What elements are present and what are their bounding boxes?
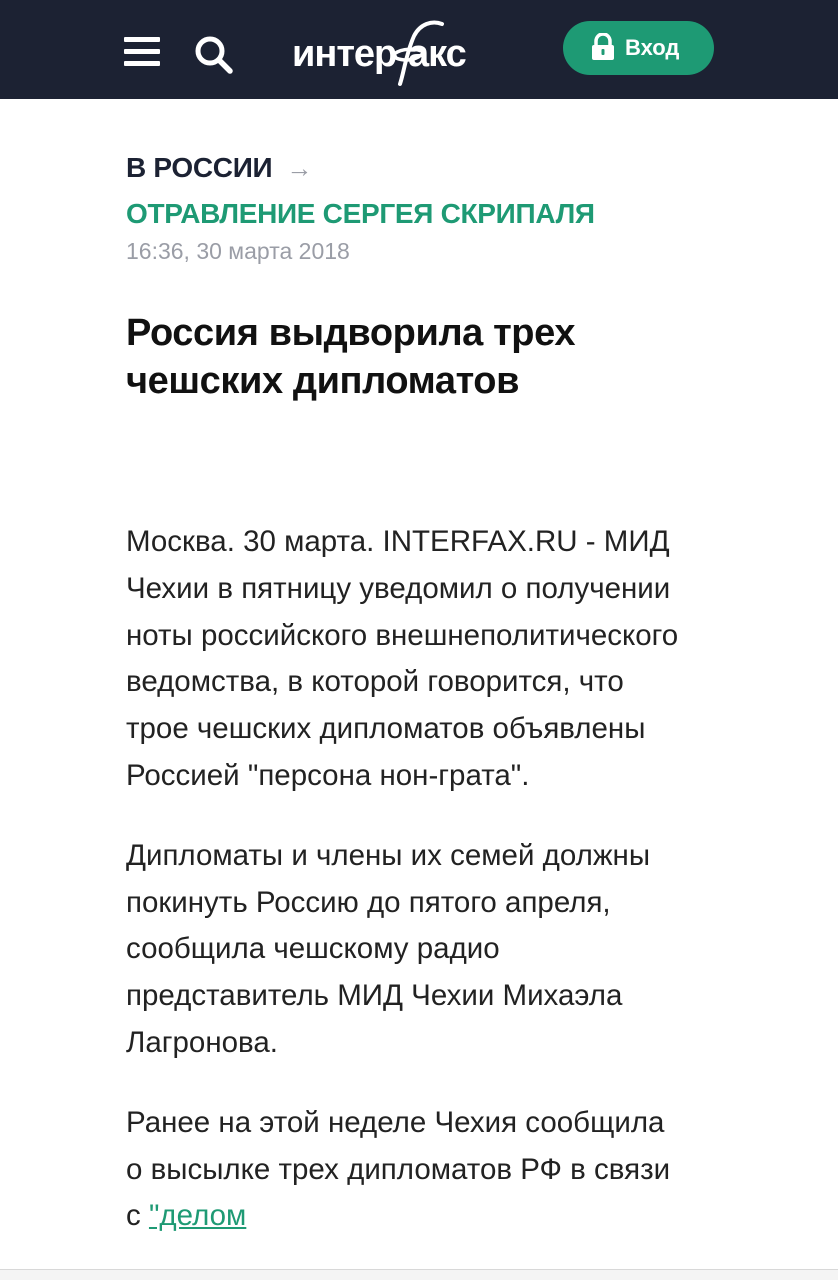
lock-icon: [590, 33, 616, 61]
login-button[interactable]: [563, 21, 714, 75]
interfax-logo[interactable]: [290, 14, 520, 88]
hamburger-menu-icon[interactable]: [124, 35, 162, 69]
article-paragraph: Москва. 30 марта. INTERFAX.RU - МИД Чехии в пятницу уведомил о получении ноты российского внешнеполитического ведомства, в которой говорится, что трое чешских дипломатов объявлены Россией "персона нон-грата".: [126, 525, 679, 792]
login-button-label: Вход: [625, 35, 680, 60]
article-paragraph: [126, 1100, 681, 1240]
article-paragraph: Дипломаты и члены их семей должны покинуть Россию до пятого апреля, сообщила чешскому радио представитель МИД Чехии Михаэла Лагронова.: [126, 838, 651, 1059]
top-navigation-bar: [0, 0, 838, 99]
article-paragraph-text: Ранее на этой неделе Чехия сообщила о высылке трех дипломатов РФ в связи с: [126, 1105, 671, 1233]
arrow-right-icon: →: [286, 153, 313, 183]
article-timestamp: 16:36, 30 марта 2018: [126, 238, 350, 264]
svg-text:интер: интер: [292, 33, 397, 75]
breadcrumb-section-label: В РОССИИ: [126, 152, 273, 183]
svg-text:акс: акс: [408, 33, 466, 75]
breadcrumb-topic[interactable]: ОТРАВЛЕНИЕ СЕРГЕЯ СКРИПАЛЯ: [126, 198, 595, 229]
related-story-link[interactable]: "делом: [148, 1199, 247, 1233]
article-headline: Россия выдворила трех чешских дипломатов: [126, 312, 576, 402]
bottom-edge: [0, 1269, 838, 1280]
search-icon[interactable]: [193, 34, 235, 76]
breadcrumb-section[interactable]: [126, 151, 312, 185]
article-body: [126, 519, 681, 1273]
